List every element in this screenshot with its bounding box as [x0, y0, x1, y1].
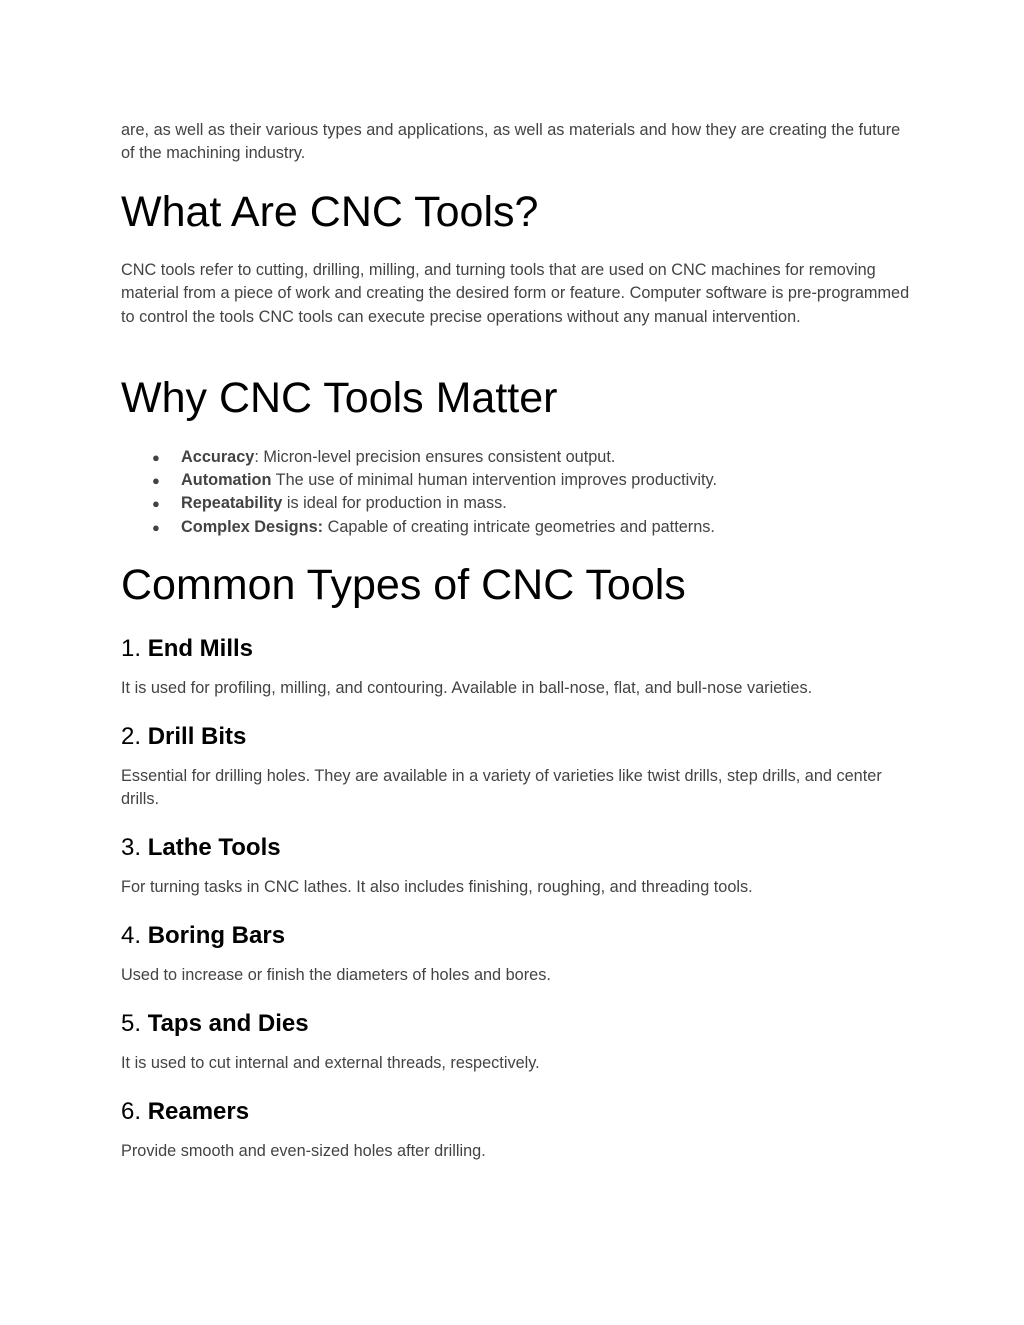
- tool-title: Boring Bars: [147, 922, 286, 949]
- tool-description: For turning tasks in CNC lathes. It also includes finishing, roughing, and threading tools.: [121, 878, 753, 896]
- heading-what-are-cnc-tools: What Are CNC Tools?: [121, 188, 539, 236]
- tool-title: End Mills: [147, 635, 254, 662]
- bullet-text: The use of minimal human intervention improves productivity.: [271, 471, 717, 490]
- why-bullet-list: [121, 446, 911, 539]
- bullet-item: [121, 492, 911, 515]
- tool-title: Lathe Tools: [147, 834, 281, 861]
- tool-heading-reamers: [121, 1097, 911, 1127]
- heading-why-cnc-tools-matter: Why CNC Tools Matter: [121, 374, 558, 422]
- tool-heading-end-mills: [121, 634, 911, 664]
- tool-title: Reamers: [147, 1098, 250, 1125]
- bullet-icon: ●: [152, 450, 160, 465]
- what-paragraph: CNC tools refer to cutting, drilling, milling, and turning tools that are used on CNC machines for removing material from a piece of work and creating the desired form or feature. Computer software is pre-programmed to control the tools CNC tools can execute precise operations without any manual intervention.: [121, 261, 910, 326]
- tool-number: 4.: [121, 922, 148, 949]
- tool-number: 1.: [121, 635, 148, 662]
- bullet-term: Accuracy: [181, 448, 255, 466]
- bullet-item: [121, 446, 911, 469]
- bullet-text: is ideal for production in mass.: [282, 494, 507, 513]
- bullet-item: [121, 469, 911, 492]
- bullet-term: Repeatability: [181, 494, 283, 513]
- tool-description: It is used for profiling, milling, and contouring. Available in ball-nose, flat, and bull-nose varieties.: [121, 679, 813, 697]
- bullet-item: [121, 516, 911, 539]
- tool-number: 6.: [121, 1098, 148, 1125]
- bullet-text: : Micron-level precision ensures consistent output.: [254, 448, 616, 466]
- tool-heading-taps-and-dies: [121, 1009, 911, 1039]
- tool-title: Drill Bits: [147, 723, 247, 750]
- tool-description: Used to increase or finish the diameters of holes and bores.: [121, 966, 551, 984]
- bullet-icon: ●: [152, 496, 160, 512]
- tool-heading-drill-bits: [121, 722, 911, 752]
- bullet-term: Automation: [181, 471, 272, 490]
- tool-number: 5.: [121, 1010, 148, 1037]
- bullet-term: Complex Designs:: [181, 517, 324, 536]
- tool-heading-lathe-tools: [121, 833, 911, 863]
- tool-description: It is used to cut internal and external threads, respectively.: [121, 1054, 540, 1072]
- tool-number: 2.: [121, 723, 148, 750]
- bullet-icon: ●: [152, 473, 160, 489]
- tool-description: Essential for drilling holes. They are available in a variety of varieties like twist drills, step drills, and center drills.: [121, 767, 882, 809]
- tool-heading-boring-bars: [121, 921, 911, 951]
- bullet-text: Capable of creating intricate geometries and patterns.: [323, 517, 715, 536]
- heading-common-types: Common Types of CNC Tools: [121, 561, 686, 609]
- tool-number: 3.: [121, 834, 148, 861]
- tool-description: Provide smooth and even-sized holes after drilling.: [121, 1142, 486, 1160]
- bullet-icon: ●: [152, 519, 160, 535]
- tool-title: Taps and Dies: [147, 1010, 309, 1037]
- intro-paragraph: are, as well as their various types and applications, as well as materials and how they are creating the future of the machining industry.: [121, 121, 901, 163]
